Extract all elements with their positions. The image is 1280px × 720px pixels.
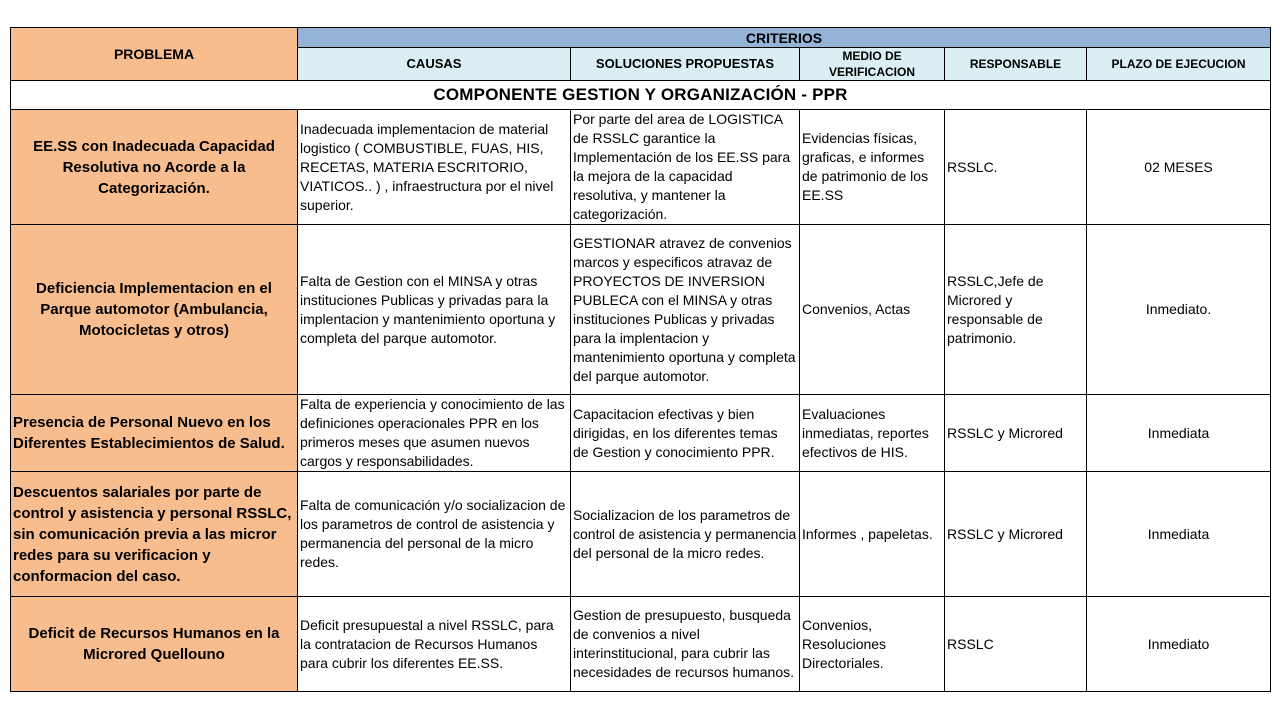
causes-cell: Inadecuada implementacion de material logistico ( COMBUSTIBLE, FUAS, HIS, RECETAS, MATERIA ESCRITORIO, VIATICOS.. ) , infraestructura por el nivel superior. <box>298 110 571 225</box>
deadline-cell: 02 MESES <box>1087 110 1271 225</box>
solutions-cell: Por parte del area de LOGISTICA de RSSLC garantice la Implementación de los EE.SS para la mejora de la capacidad resolutiva, y mantener la categorización. <box>571 110 800 225</box>
responsible-cell: RSSLC. <box>945 110 1087 225</box>
table-row <box>11 472 1271 597</box>
header-plazo: PLAZO DE EJECUCION <box>1087 48 1271 81</box>
causes-cell: Falta de experiencia y conocimiento de las definiciones operacionales PPR en los primeros meses que asumen nuevos cargos y responsabilidades. <box>298 395 571 472</box>
responsible-cell: RSSLC y Microred <box>945 395 1087 472</box>
solutions-cell: Socializacion de los parametros de control de asistencia y permanencia del personal de la micro redes. <box>571 472 800 597</box>
verification-cell: Convenios, Resoluciones Directoriales. <box>800 597 945 692</box>
deadline-cell: Inmediata <box>1087 395 1271 472</box>
header-medio-verificacion: MEDIO DE VERIFICACION <box>800 48 945 81</box>
responsible-cell: RSSLC y Microred <box>945 472 1087 597</box>
verification-cell: Evidencias físicas, graficas, e informes de patrimonio de los EE.SS <box>800 110 945 225</box>
problem-cell: EE.SS con Inadecuada Capacidad Resolutiva no Acorde a la Categorización. <box>11 110 298 225</box>
causes-cell: Falta de Gestion con el MINSA y otras instituciones Publicas y privadas para la implentacion y mantenimiento oportuna y completa del parque automotor. <box>298 225 571 395</box>
criteria-table <box>10 27 1271 692</box>
deadline-cell: Inmediata <box>1087 472 1271 597</box>
problem-cell: Presencia de Personal Nuevo en los Diferentes Establecimientos de Salud. <box>11 395 298 472</box>
header-causas: CAUSAS <box>298 48 571 81</box>
component-title: COMPONENTE GESTION Y ORGANIZACIÓN - PPR <box>11 81 1271 110</box>
table-row <box>11 225 1271 395</box>
problem-cell: Deficiencia Implementacion en el Parque automotor (Ambulancia, Motocicletas y otros) <box>11 225 298 395</box>
problem-cell: Deficit de Recursos Humanos en la Microred Quellouno <box>11 597 298 692</box>
deadline-cell: Inmediato <box>1087 597 1271 692</box>
header-responsable: RESPONSABLE <box>945 48 1087 81</box>
responsible-cell: RSSLC,Jefe de Microred y responsable de patrimonio. <box>945 225 1087 395</box>
problem-cell: Descuentos salariales por parte de control y asistencia y personal RSSLC, sin comunicación previa a las micror redes para su verificacion y conformacion del caso. <box>11 472 298 597</box>
header-criterios: CRITERIOS <box>298 28 1271 48</box>
deadline-cell: Inmediato. <box>1087 225 1271 395</box>
solutions-cell: GESTIONAR atravez de convenios marcos y especificos atravaz de PROYECTOS DE INVERSION PUBLECA con el MINSA y otras instituciones Publicas y privadas para la implentacion y mantenimiento oportuna y completa del parque automotor. <box>571 225 800 395</box>
header-problema: PROBLEMA <box>11 28 298 81</box>
table-row <box>11 597 1271 692</box>
solutions-cell: Gestion de presupuesto, busqueda de convenios a nivel interinstitucional, para cubrir las necesidades de recursos humanos. <box>571 597 800 692</box>
solutions-cell: Capacitacion efectivas y bien dirigidas, en los diferentes temas de Gestion y conocimiento PPR. <box>571 395 800 472</box>
responsible-cell: RSSLC <box>945 597 1087 692</box>
verification-cell: Convenios, Actas <box>800 225 945 395</box>
causes-cell: Falta de comunicación y/o socializacion de los parametros de control de asistencia y permanencia del personal de la micro redes. <box>298 472 571 597</box>
table-row <box>11 110 1271 225</box>
header-soluciones: SOLUCIONES PROPUESTAS <box>571 48 800 81</box>
table-row <box>11 395 1271 472</box>
verification-cell: Informes , papeletas. <box>800 472 945 597</box>
verification-cell: Evaluaciones inmediatas, reportes efectivos de HIS. <box>800 395 945 472</box>
causes-cell: Deficit presupuestal a nivel RSSLC, para la contratacion de Recursos Humanos para cubrir los diferentes EE.SS. <box>298 597 571 692</box>
